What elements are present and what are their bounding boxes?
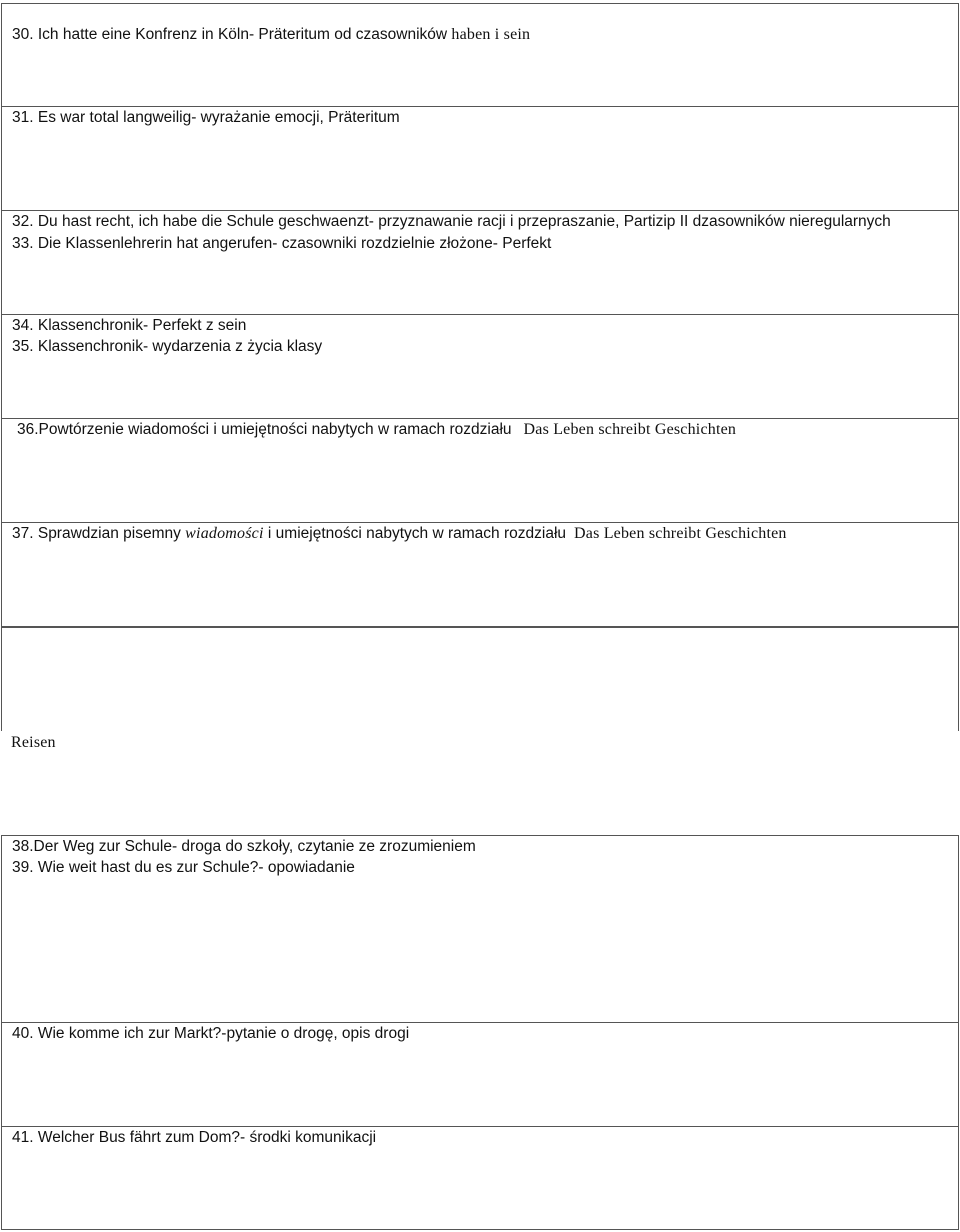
lesson-40: 40. Wie komme ich zur Markt?-pytanie o drogę, opis drogi: [12, 1025, 410, 1042]
lesson-39: 39. Wie weit hast du es zur Schule?- opowiadanie: [12, 859, 355, 876]
section-title-reisen: Reisen: [11, 734, 56, 751]
lesson-35: 35. Klassenchronik- wydarzenia z życia klasy: [12, 338, 323, 355]
lesson-41: 41. Welcher Bus fährt zum Dom?- środki komunikacji: [12, 1129, 377, 1146]
section-header-row: [1, 731, 959, 836]
table-row: [1, 314, 959, 419]
lesson-31: 31. Es war total langweilig- wyrażanie emocji, Präteritum: [12, 109, 400, 126]
table-row: [1, 835, 959, 1023]
lesson-38: 38.Der Weg zur Schule- droga do szkoły, czytanie ze zrozumieniem: [12, 838, 476, 855]
lesson-36: 36.Powtórzenie wiadomości i umiejętności nabytych w ramach rozdziału Das Leben schreibt Geschichten: [17, 421, 737, 438]
lesson-37: 37. Sprawdzian pisemny wiadomości i umiejętności nabytych w ramach rozdziału Das Leben schreibt Geschichten: [12, 525, 787, 542]
lesson-34: 34. Klassenchronik- Perfekt z sein: [12, 317, 247, 334]
lesson-32: 32. Du hast recht, ich habe die Schule geschwaenzt- przyznawanie racji i przepraszanie, Partizip II dzasowników nieregularnych: [12, 213, 891, 230]
lesson-30: 30. Ich hatte eine Konfrenz in Köln- Präteritum od czasowników haben i sein: [12, 26, 531, 43]
table-row: [1, 1022, 959, 1127]
table-row: [1, 210, 959, 315]
table-row: [1, 1126, 959, 1230]
table-row: [1, 3, 959, 107]
lesson-33: 33. Die Klassenlehrerin hat angerufen- czasowniki rozdzielnie złożone- Perfekt: [12, 235, 552, 252]
table-row: [1, 418, 959, 523]
table-row-empty: [1, 627, 959, 732]
table-row: [1, 522, 959, 627]
table-row: [1, 106, 959, 211]
